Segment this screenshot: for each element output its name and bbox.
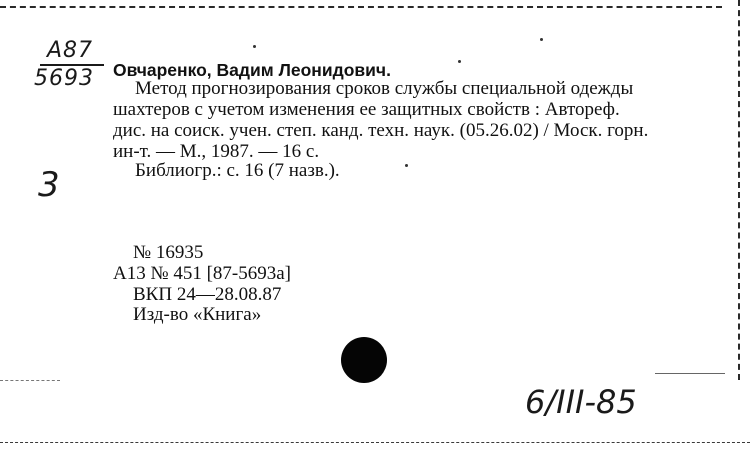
card-bottom-edge — [0, 442, 750, 443]
punch-hole — [341, 337, 387, 383]
card-top-edge — [0, 6, 722, 8]
publisher-line: Изд-во «Книга» — [133, 304, 262, 325]
bibliography-note: Библиогр.: с. 16 (7 назв.). — [135, 160, 340, 181]
handwritten-date: 6/III-85 — [525, 383, 637, 421]
description-line-3: дис. на соиск. учен. степ. канд. техн. наук. (05.26.02) / Моск. горн. — [113, 120, 649, 141]
card-right-edge — [738, 0, 740, 380]
scan-speck — [253, 45, 256, 48]
card-scan-line-right — [655, 373, 725, 374]
description-line-2: шахтеров с учетом изменения ее защитных свойств : Автореф. — [113, 99, 620, 120]
inventory-number: № 16935 — [133, 242, 204, 263]
description-line-1: Метод прогнозирования сроков службы специальной одежды — [135, 78, 634, 99]
call-number-bottom: 5693 — [34, 66, 94, 91]
author-heading: Овчаренко, Вадим Леонидович. — [113, 60, 391, 80]
card-scan-line-left — [0, 380, 60, 381]
scan-speck — [540, 38, 543, 41]
scan-speck — [405, 164, 408, 167]
call-number-top: А87 — [47, 38, 94, 63]
shelf-mark: А13 № 451 [87-5693а] — [113, 263, 292, 284]
vkp-registration: ВКП 24—28.08.87 — [133, 284, 282, 305]
handwritten-mark: 3 — [38, 165, 60, 205]
description-line-4: ин-т. — М., 1987. — 16 с. — [113, 141, 320, 162]
scan-speck — [458, 60, 461, 63]
